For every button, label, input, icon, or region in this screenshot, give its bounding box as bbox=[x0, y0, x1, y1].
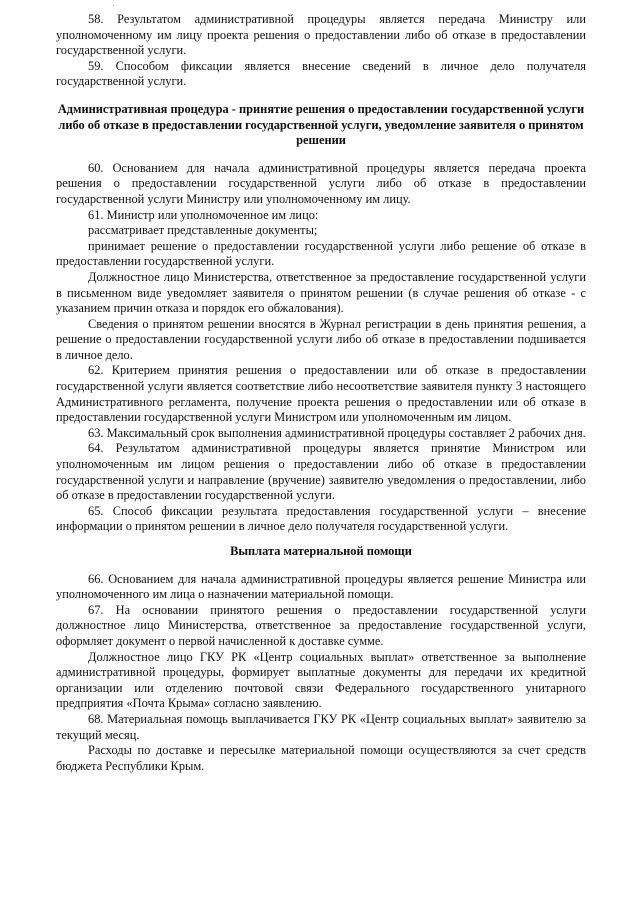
section-heading-payment: Выплата материальной помощи bbox=[230, 544, 412, 558]
paragraph-61: 61. Министр или уполномоченное им лицо: bbox=[88, 207, 319, 222]
paragraph-60: 60. Основанием для начала административной процедуры является передача проекта решения о предоставлении государственной услуги либо об отказе в предоставлении государственной услуги Министру или уполномоченному им лицу. bbox=[56, 160, 586, 206]
paragraph-59: 59. Способом фиксации является внесение сведений в личное дело получателя государственной услуги. bbox=[56, 58, 586, 89]
paragraph-67-official: Должностное лицо ГКУ РК «Центр социальных выплат» ответственное за выполнение административной процедуры, формирует выплатные документы для передачи их кредитной организации или отделению почтовой связи Федерального государственного унитарного предприятия «Почта Крыма» согласно заявлению. bbox=[56, 649, 586, 711]
document-page bbox=[56, 12, 586, 774]
paragraph-67: 67. На основании принятого решения о предоставлении государственной услуги должностное лицо Министерства, ответственное за предоставление государственной услуги, оформляет документ о первой начисленной к доставке сумме. bbox=[56, 602, 586, 648]
scan-speck bbox=[113, 5, 114, 6]
paragraph-62: 62. Критерием принятия решения о предоставлении или об отказе в предоставлении государственной услуги является соответствие либо несоответствие заявителя пункту 3 настоящего Административного регламента, получение проекта решения о предоставлении или об отказе в предоставлении государственной услуги Министром или уполномоченным им лицом. bbox=[56, 363, 586, 425]
paragraph-65: 65. Способ фиксации результата предоставления государственной услуги – внесение информации о принятом решении в личное дело получателя государственной услуги. bbox=[56, 503, 586, 534]
paragraph-61-journal: Сведения о принятом решении вносятся в Журнал регистрации в день принятия решения, а решение о предоставлении государственной услуги либо об отказе в предоставлении подшивается в личное дело. bbox=[56, 316, 586, 362]
paragraph-64: 64. Результатом административной процедуры является принятие Министром или уполномоченным им лицом решения о предоставлении либо об отказе в предоставлении государственной услуги и направление (вручение) заявителю уведомления о предоставлении, либо об отказе в предоставлении государственной услуги. bbox=[56, 441, 586, 503]
section-heading-decision: Административная процедура - принятие решения о предоставлении государственной услуги либо об отказе в предоставлении государственной услуги, уведомление заявителя о принятом решении bbox=[57, 101, 585, 148]
paragraph-61-notify: Должностное лицо Министерства, ответственное за предоставление государственной услуги в письменном виде уведомляет заявителя о принятом решении (в случае решения об отказе - с указанием причин отказа и порядок его обжалования). bbox=[56, 269, 586, 316]
paragraph-58: 58. Результатом административной процедуры является передача Министру или уполномоченному им лицу проекта решения о предоставлении либо об отказе в предоставлении государственной услуги. bbox=[56, 12, 586, 58]
paragraph-68-costs: Расходы по доставке и пересылке материальной помощи осуществляются за счет средств бюджета Республики Крым. bbox=[56, 743, 586, 773]
paragraph-61-item-a: рассматривает представленные документы; bbox=[88, 223, 318, 238]
paragraph-66: 66. Основанием для начала административной процедуры является решение Министра или уполномоченного им лица о назначении материальной помощи. bbox=[56, 571, 586, 602]
paragraph-63: 63. Максимальный срок выполнения административной процедуры составляет 2 рабочих дня. bbox=[88, 425, 586, 440]
paragraph-68: 68. Материальная помощь выплачивается ГКУ РК «Центр социальных выплат» заявителю за текущий месяц. bbox=[56, 711, 586, 742]
paragraph-61-item-b: принимает решение о предоставлении государственной услуги либо решение об отказе в предоставлении государственной услуги. bbox=[56, 238, 586, 269]
